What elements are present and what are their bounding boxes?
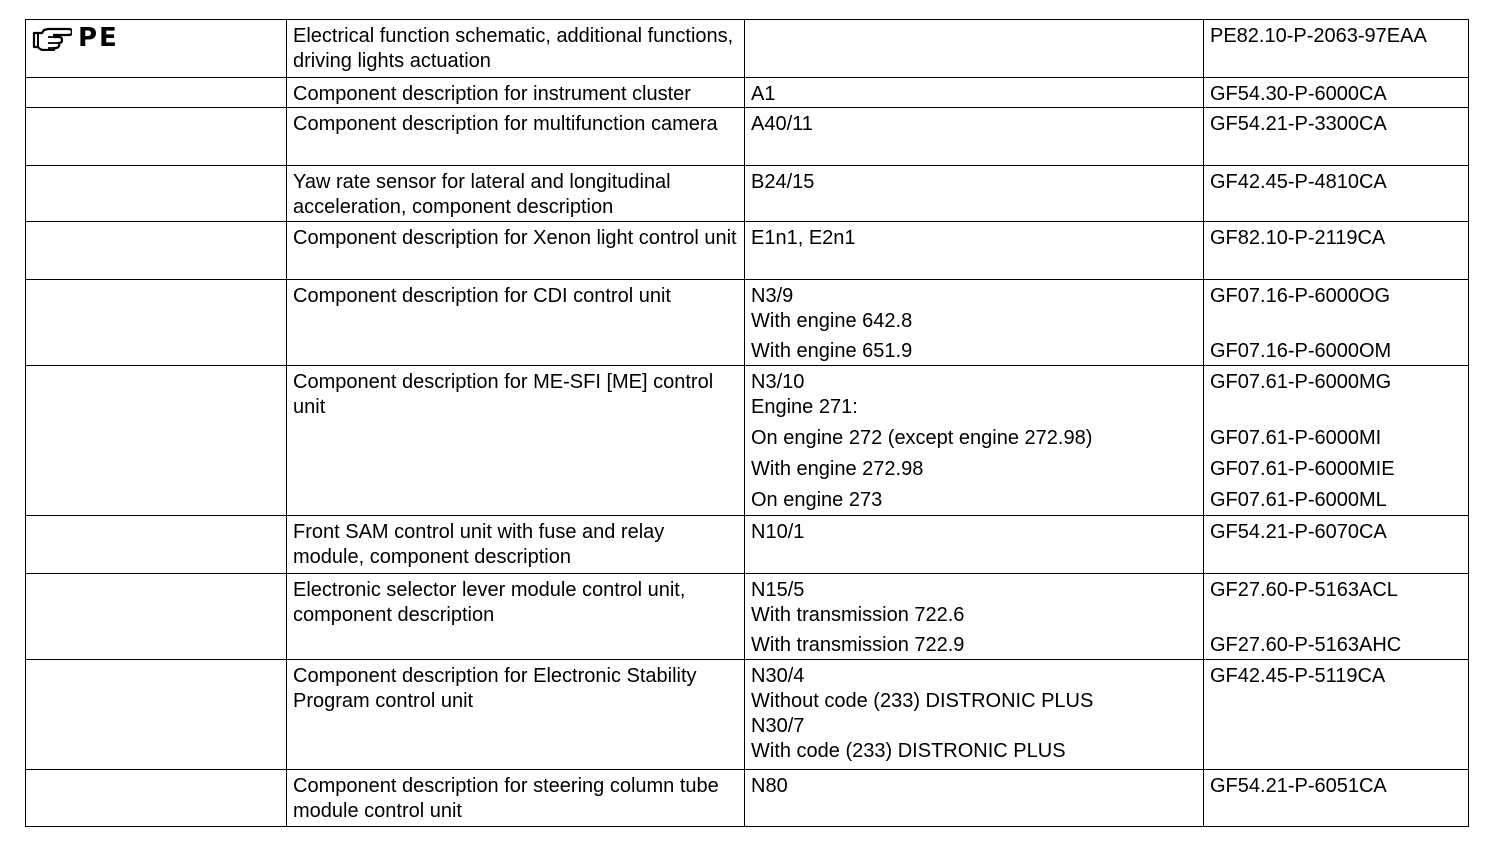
table-row (26, 660, 1469, 770)
reference-cell (1204, 108, 1469, 166)
component-cell (745, 516, 1204, 574)
reference-link[interactable]: GF54.21-P-6051CA (1210, 775, 1387, 797)
component-line: With engine 651.9 (751, 340, 913, 362)
reference-link[interactable]: PE82.10-P-2063-97EAA (1210, 25, 1427, 47)
description-text: Component description for instrument cluster (293, 83, 691, 105)
table-row (26, 222, 1469, 280)
component-cell (745, 660, 1204, 770)
component-line: Engine 271: (751, 396, 858, 418)
description-cell (287, 108, 745, 166)
description-text: Component description for CDI control unit (293, 285, 671, 307)
table-row (26, 516, 1469, 574)
component-cell (745, 78, 1204, 108)
description-cell (287, 166, 745, 222)
component-line: N3/10 (751, 371, 805, 393)
component-line: N30/7 (751, 715, 805, 737)
reference-cell (1204, 366, 1469, 516)
component-line: Without code (233) DISTRONIC PLUS (751, 690, 1094, 712)
description-cell (287, 516, 745, 574)
description-text: Component description for ME-SFI [ME] control unit (293, 371, 714, 418)
component-line: N30/4 (751, 665, 805, 687)
reference-cell (1204, 166, 1469, 222)
description-cell (287, 660, 745, 770)
reference-cell (1204, 222, 1469, 280)
reference-link[interactable]: GF42.45-P-4810CA (1210, 171, 1387, 193)
component-line: E1n1, E2n1 (751, 227, 856, 249)
reference-link[interactable]: GF27.60-P-5163AHC (1210, 634, 1402, 656)
component-cell (745, 574, 1204, 660)
reference-link[interactable] (1210, 309, 1462, 334)
reference-link[interactable]: GF07.61-P-6000MI (1210, 427, 1382, 449)
reference-link[interactable]: GF54.30-P-6000CA (1210, 83, 1387, 105)
description-cell (287, 574, 745, 660)
reference-link[interactable] (1210, 603, 1462, 628)
table-row (26, 280, 1469, 366)
description-cell (287, 222, 745, 280)
reference-cell (1204, 574, 1469, 660)
table-row (26, 770, 1469, 827)
component-line: A1 (751, 83, 776, 105)
reference-cell (1204, 516, 1469, 574)
component-line: With transmission 722.6 (751, 604, 965, 626)
reference-link[interactable]: GF54.21-P-6070CA (1210, 521, 1387, 543)
component-line: N10/1 (751, 521, 805, 543)
component-cell (745, 166, 1204, 222)
component-cell (745, 280, 1204, 366)
description-cell (287, 20, 745, 78)
reference-link[interactable] (1210, 395, 1462, 420)
component-cell (745, 770, 1204, 827)
component-cell (745, 20, 1204, 78)
description-text: Component description for multifunction camera (293, 113, 718, 135)
component-line: N15/5 (751, 579, 805, 601)
reference-link[interactable]: GF07.61-P-6000ML (1210, 489, 1387, 511)
reference-cell (1204, 770, 1469, 827)
reference-link[interactable]: GF07.61-P-6000MG (1210, 371, 1392, 393)
reference-link[interactable]: GF07.16-P-6000OG (1210, 285, 1391, 307)
reference-link[interactable]: GF27.60-P-5163ACL (1210, 579, 1398, 601)
component-line: N3/9 (751, 285, 794, 307)
component-line: With transmission 722.9 (751, 634, 965, 656)
description-cell (287, 78, 745, 108)
table-row (26, 78, 1469, 108)
reference-link[interactable]: GF54.21-P-3300CA (1210, 113, 1387, 135)
description-text: Electronic selector lever module control unit, component description (293, 579, 686, 626)
description-text: Yaw rate sensor for lateral and longitudinal acceleration, component description (293, 171, 671, 218)
reference-link[interactable]: GF82.10-P-2119CA (1210, 227, 1386, 249)
component-line: With engine 272.98 (751, 458, 924, 480)
reference-cell (1204, 78, 1469, 108)
component-line: B24/15 (751, 171, 815, 193)
component-line: A40/11 (751, 113, 813, 135)
reference-cell (1204, 280, 1469, 366)
reference-cell (1204, 660, 1469, 770)
code-cell (26, 20, 287, 78)
description-cell (287, 366, 745, 516)
component-cell (745, 366, 1204, 516)
component-line: With code (233) DISTRONIC PLUS (751, 740, 1066, 762)
component-line: On engine 273 (751, 489, 883, 511)
table-row-header (26, 20, 1469, 78)
reference-link[interactable]: GF07.61-P-6000MIE (1210, 458, 1395, 480)
reference-link[interactable]: GF07.16-P-6000OM (1210, 340, 1392, 362)
reference-table (25, 19, 1469, 827)
table-row (26, 366, 1469, 516)
description-cell (287, 280, 745, 366)
component-cell (745, 222, 1204, 280)
document-code: PE (78, 23, 119, 53)
reference-cell (1204, 20, 1469, 78)
description-cell (287, 770, 745, 827)
description-text: Component description for steering column tube module control unit (293, 775, 719, 822)
component-line: With engine 642.8 (751, 310, 913, 332)
reference-link[interactable]: GF42.45-P-5119CA (1210, 665, 1386, 687)
description-text: Component description for Xenon light control unit (293, 227, 737, 249)
table-row (26, 166, 1469, 222)
component-line: On engine 272 (except engine 272.98) (751, 427, 1093, 449)
description-text: Front SAM control unit with fuse and relay module, component description (293, 521, 665, 568)
table-row (26, 574, 1469, 660)
description-text: Component description for Electronic Stability Program control unit (293, 665, 697, 712)
description-text: Electrical function schematic, additional functions, driving lights actuation (293, 25, 734, 72)
component-cell (745, 108, 1204, 166)
pointing-hand-icon (32, 25, 72, 51)
table-row (26, 108, 1469, 166)
component-line: N80 (751, 775, 788, 797)
